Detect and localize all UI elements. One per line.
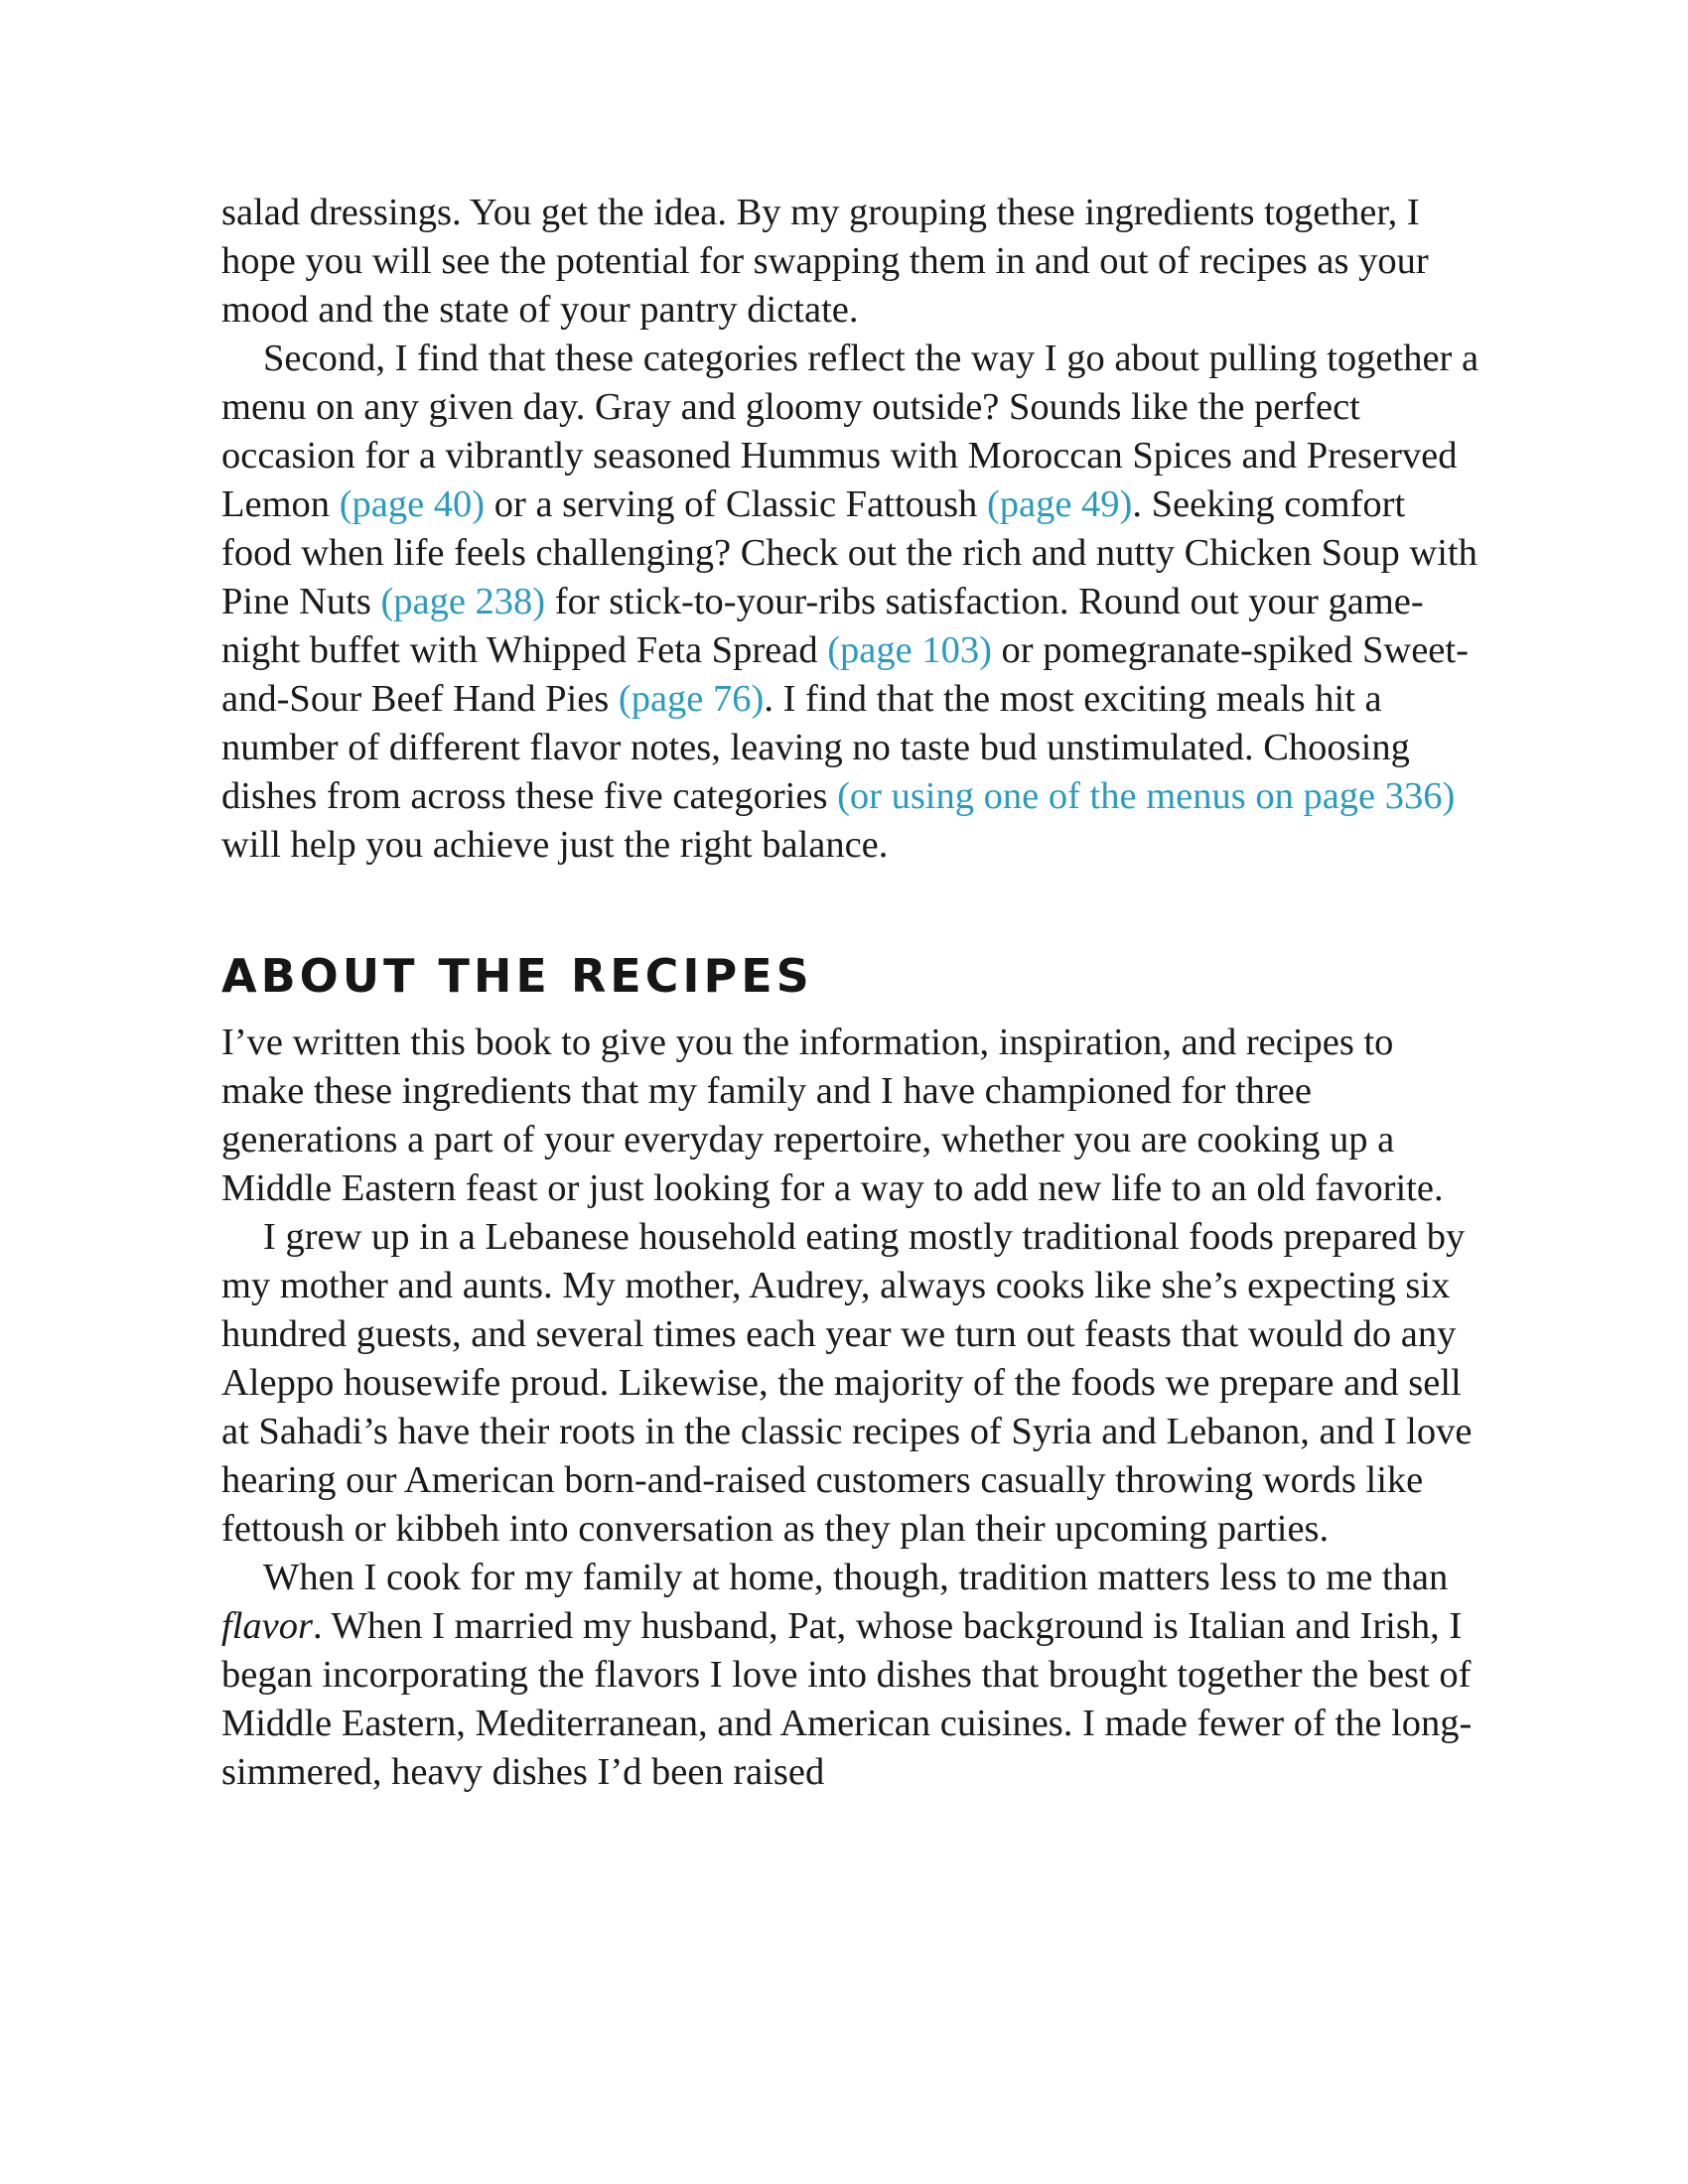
text-run: . I find that the most exciting meals hit a number of different flavor notes, leaving no taste bud unstimulated. Choosing dishes from across these five categories <box>221 678 1410 817</box>
text-run: or a serving of Classic Fattoush <box>485 483 987 525</box>
text-run: or pomegranate-spiked Sweet-and-Sour Beef Hand Pies <box>221 629 1469 720</box>
text-run: . When I married my husband, Pat, whose background is Italian and Irish, I began incorporating the flavors I love into dishes that brought together the best of Middle Eastern, Mediterranean, and American cuisines. I made fewer of the long-simmered, heavy dishes I’d been raised <box>221 1605 1473 1793</box>
menus-reference-link[interactable]: (or using one of the menus on page 336) <box>837 775 1456 817</box>
page-reference-link[interactable]: (page 49) <box>986 483 1133 525</box>
text-run: for stick-to-your-ribs satisfaction. Round out your game-night buffet with Whipped Feta Spread <box>221 581 1424 671</box>
section-heading-about-the-recipes: ABOUT THE RECIPES <box>221 949 813 1003</box>
text-run: When I cook for my family at home, though, tradition matters less to me than <box>263 1557 1449 1598</box>
paragraph-cooking-at-home <box>221 1554 1482 1797</box>
page-reference-link[interactable]: (page 238) <box>380 581 546 622</box>
text-run: will help you achieve just the right balance. <box>221 824 889 866</box>
book-page <box>221 189 1482 1797</box>
paragraph-menu-categories <box>221 335 1482 870</box>
page-reference-link[interactable]: (page 103) <box>827 629 992 671</box>
paragraph-book-intro: I’ve written this book to give you the information, inspiration, and recipes to make these ingredients that my family and I have championed for three generations a part of your everyday repertoire, whether you are cooking up a Middle Eastern feast or just looking for a way to add new life to an old favorite. <box>221 1022 1444 1209</box>
page-reference-link[interactable]: (page 76) <box>618 678 765 720</box>
page-reference-link[interactable]: (page 40) <box>339 483 486 525</box>
text-run: Second, I find that these categories reflect the way I go about pulling together a menu on any given day. Gray and gloomy outside? Sounds like the perfect occasion for a vibrantly seasoned Hummus with Moroccan Spices and Preserved Lemon <box>221 338 1479 525</box>
emphasis-flavor: flavor <box>221 1605 313 1647</box>
paragraph-salad-dressings: salad dressings. You get the idea. By my grouping these ingredients together, I hope you will see the potential for swapping them in and out of recipes as your mood and the state of your pantry dictate. <box>221 192 1429 331</box>
paragraph-lebanese-household: I grew up in a Lebanese household eating mostly traditional foods prepared by my mother and aunts. My mother, Audrey, always cooks like she’s expecting six hundred guests, and several times each year we turn out feasts that would do any Aleppo housewife proud. Likewise, the majority of the foods we prepare and sell at Sahadi’s have their roots in the classic recipes of Syria and Lebanon, and I love hearing our American born-and-raised customers casually throwing words like fettoush or kibbeh into conversation as they plan their upcoming parties. <box>221 1216 1473 1550</box>
text-run: . Seeking comfort food when life feels challenging? Check out the rich and nutty Chicken Soup with Pine Nuts <box>221 483 1477 622</box>
